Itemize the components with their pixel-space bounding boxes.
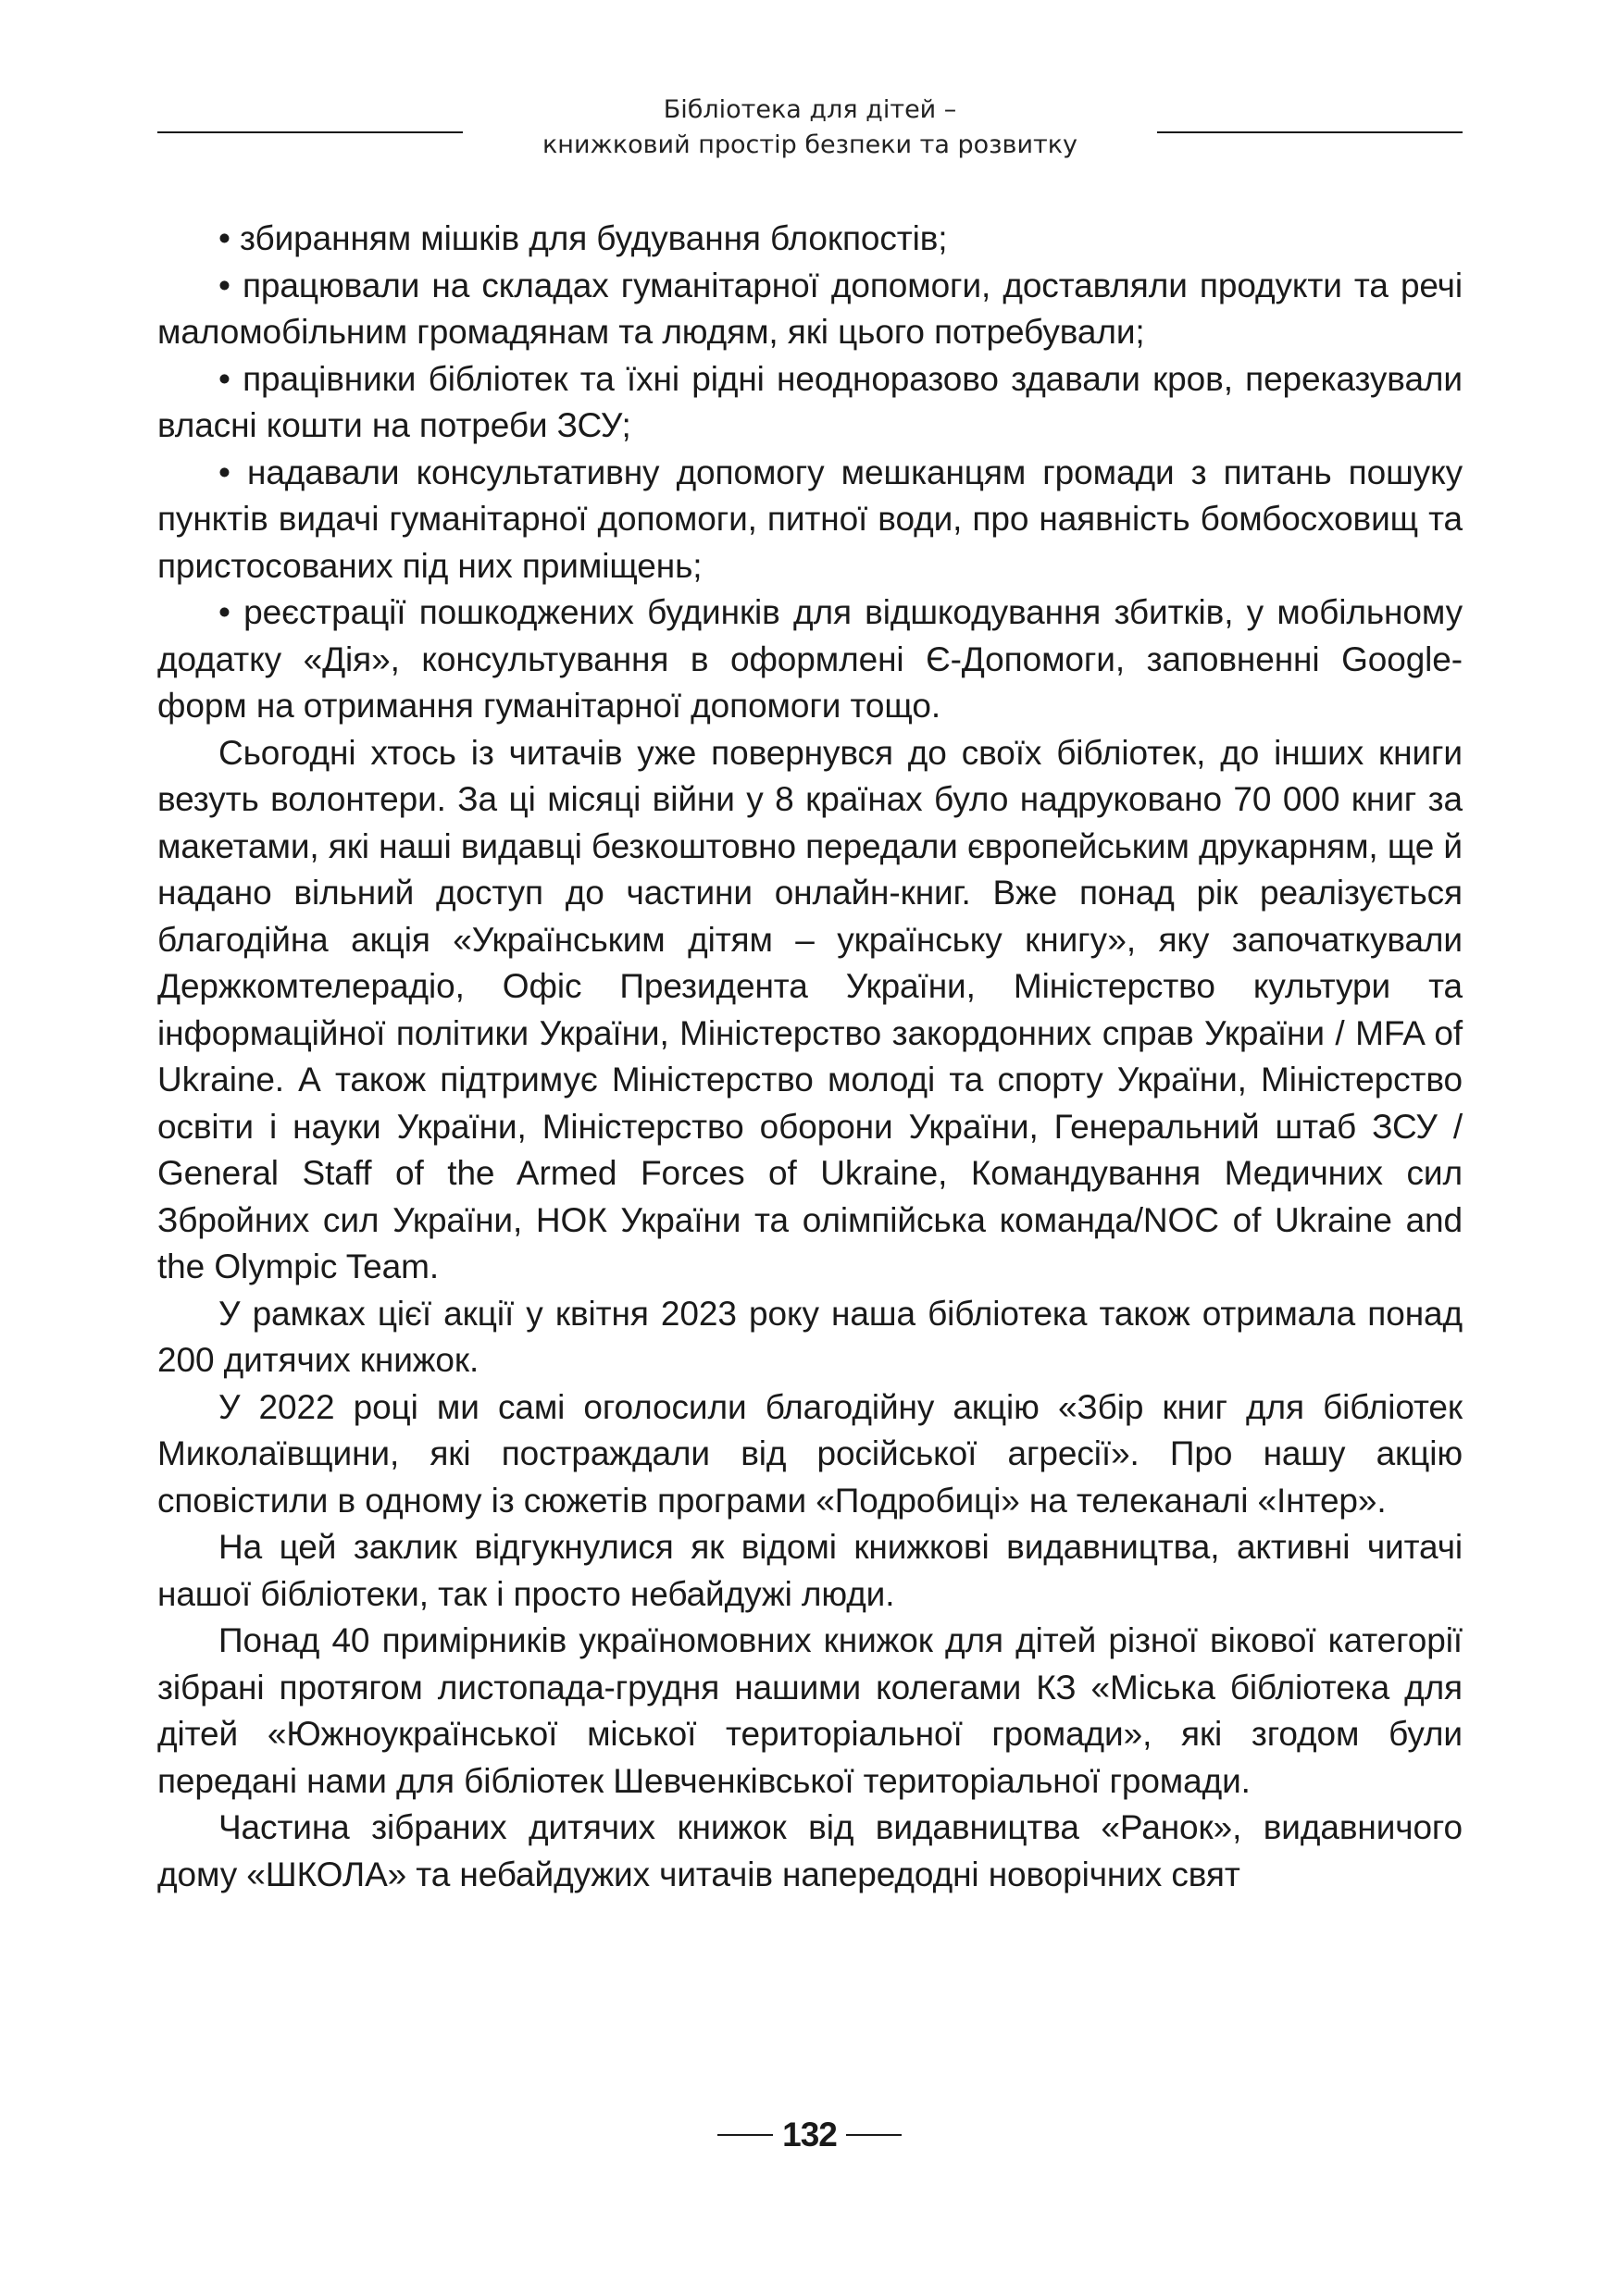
bullet-item: • працівники бібліотек та їхні рідні неодноразово здавали кров, переказували власні кошти на потреби ЗСУ; <box>157 356 1463 450</box>
page-footer <box>0 2112 1619 2158</box>
paragraph: У 2022 році ми самі оголосили благодійну акцію «Збір книг для бібліотек Миколаївщини, які постраждали від російської агресії». Про нашу акцію сповістили в одному із сюжетів програми «Подробиці» на телеканалі «Інтер». <box>157 1387 1463 1520</box>
paragraph: У рамках цієї акції у квітня 2023 року наша бібліотека також отримала понад 200 дитячих книжок. <box>157 1294 1463 1379</box>
paragraph: На цей заклик відгукнулися як відомі книжкові видавництва, активні читачі нашої бібліотеки, так і просто небайдужі люди. <box>157 1528 1463 1613</box>
running-title-line-1: Бібліотека для дітей – <box>663 95 957 124</box>
page-number: 132 <box>782 2116 837 2153</box>
paragraph: Сьогодні хтось із читачів уже повернувся до своїх бібліотек, до інших книги везуть волонтери. За ці місяці війни у 8 країнах було надруковано 70 000 книг за макетами, які наші видавці безкоштовно передали європейським друкарням, ще й надано вільний доступ до частини онлайн-книг. Вже понад рік реалізується благодійна акція «Українським дітям – українську книгу», яку започаткували Держкомтелерадіо, Офіс Президента України, Міністерство культури та інформаційної політики України, Міністерство закордонних справ України / MFA of Ukraine. А також підтримує Міністерство молоді та спорту України, Міністерство освіти і науки України, Міністерство оборони України, Генеральний штаб ЗСУ / General Staff of the Armed Forces of Ukraine, Командування Медичних сил Збройних сил України, НОК України та олімпійська команда/NOC of Ukraine and the Olympic Team. <box>157 733 1463 1285</box>
footer-rule-right <box>846 2134 902 2136</box>
bullet-item: • працювали на складах гуманітарної допомоги, доставляли продукти та речі маломобільним громадянам та людям, які цього потребували; <box>157 263 1463 356</box>
bullet-item: • реєстрації пошкоджених будинків для відшкодування збитків, у мобільному додатку «Дія», консультування в оформлені Є-Допомоги, заповненні Google-форм на отримання гуманітарної допомоги тощо. <box>157 590 1463 730</box>
running-title-line-2: книжковий простір безпеки та розвитку <box>542 130 1078 159</box>
body-text <box>157 216 1463 1898</box>
bullet-item: • надавали консультативну допомогу мешканцям громади з питань пошуку пунктів видачі гуманітарної допомоги, питної води, про наявність бомбосховищ та пристосованих під них приміщень; <box>157 450 1463 590</box>
header-rule-left <box>157 131 463 133</box>
paragraph: Частина зібраних дитячих книжок від видавництва «Ранок», видавничого дому «ШКОЛА» та небайдужих читачів напередодні новорічних свят <box>157 1808 1463 1893</box>
paragraph: Понад 40 примірників україномовних книжок для дітей різної вікової категорії зібрані протягом листопада-грудня нашими колегами КЗ «Міська бібліотека для дітей «Южноукраїнської міської територіальної громади», які згодом були передані нами для бібліотек Шевченківської територіальної громади. <box>157 1621 1463 1800</box>
bullet-item: • збиранням мішків для будування блокпостів; <box>157 216 1463 263</box>
running-title <box>463 93 1157 163</box>
footer-rule-left <box>717 2134 773 2136</box>
header-rule-right <box>1157 131 1463 133</box>
running-header <box>157 93 1463 167</box>
